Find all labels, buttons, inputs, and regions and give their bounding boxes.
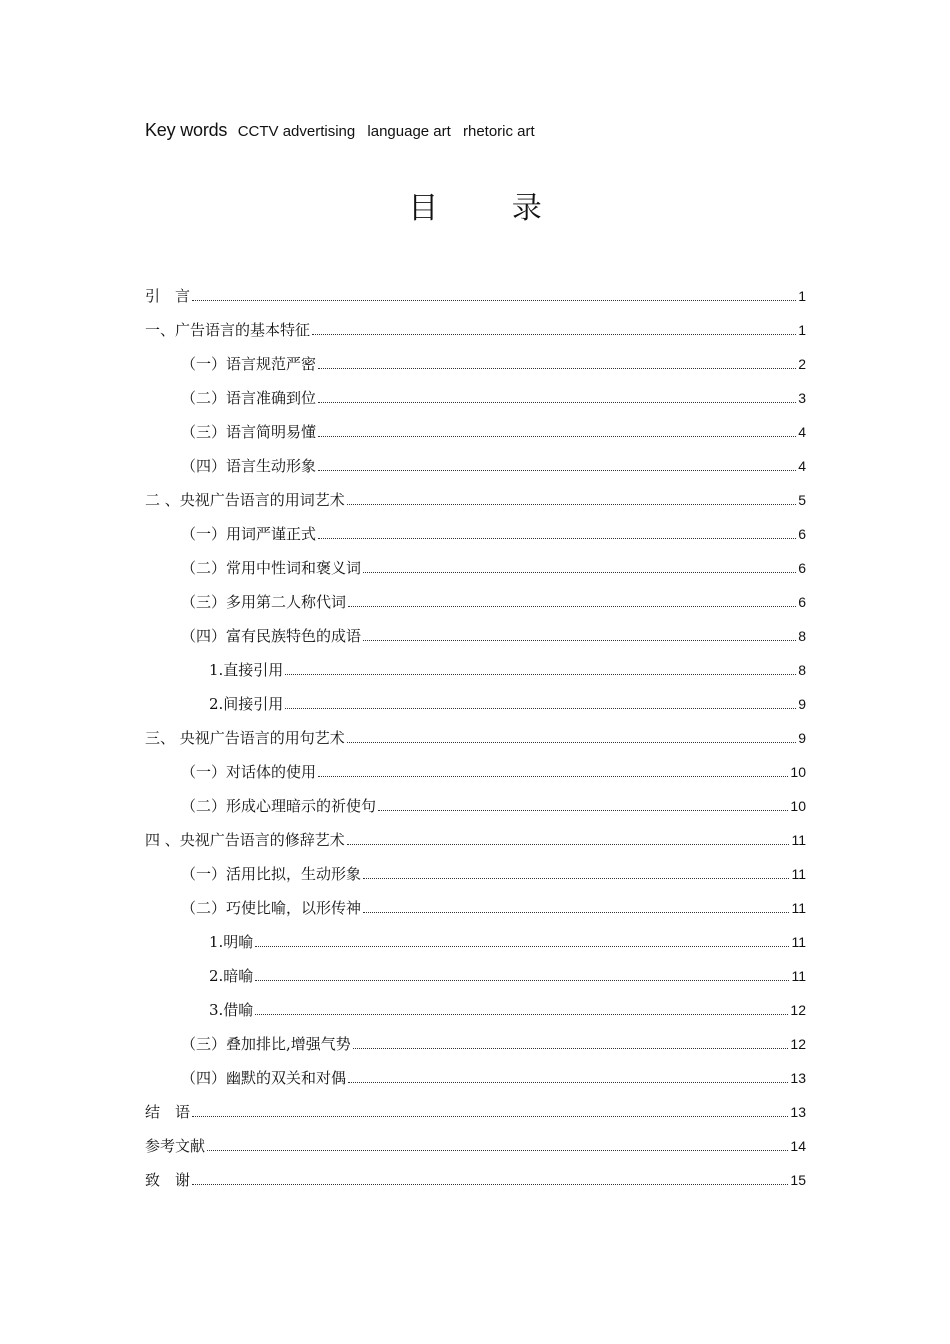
toc-entry[interactable]	[145, 578, 806, 612]
toc-entry-page: 2	[798, 356, 806, 372]
toc-leader-dots	[255, 1013, 788, 1015]
toc-entry-label: （三）多用第二人称代词	[181, 593, 347, 611]
toc-entry[interactable]	[145, 612, 806, 646]
toc-entry-label: 三、 央视广告语言的用句艺术	[145, 729, 345, 747]
toc-entry[interactable]	[145, 850, 806, 884]
toc-entry-label: （一）语言规范严密	[181, 355, 317, 373]
toc-leader-dots	[192, 1115, 788, 1117]
toc-entry-page: 8	[798, 628, 806, 644]
toc-leader-dots	[318, 401, 796, 403]
toc-entry-label: 3.借喻	[209, 1001, 254, 1019]
toc-title: 目 录	[408, 191, 574, 226]
toc-entry[interactable]	[145, 646, 806, 680]
toc-leader-dots	[363, 571, 796, 573]
toc-entry[interactable]	[145, 1054, 806, 1088]
toc-entry[interactable]	[145, 952, 806, 986]
toc-entry[interactable]	[145, 374, 806, 408]
toc-entry-label: （三）叠加排比,增强气势	[181, 1035, 351, 1053]
keyword-term: CCTV advertising	[237, 123, 356, 140]
toc-entry-label: （四）富有民族特色的成语	[181, 627, 362, 645]
toc-entry[interactable]	[145, 1156, 806, 1190]
toc-entry[interactable]	[145, 1122, 806, 1156]
toc-entry-label: 结 语	[145, 1103, 191, 1121]
toc-entry-page: 9	[798, 730, 806, 746]
toc-leader-dots	[207, 1149, 788, 1151]
keywords-label: Key words	[145, 120, 228, 140]
toc-leader-dots	[363, 877, 789, 879]
toc-leader-dots	[285, 673, 796, 675]
toc-entry-page: 11	[791, 866, 806, 882]
toc-entry-page: 6	[798, 594, 806, 610]
toc-leader-dots	[363, 639, 796, 641]
toc-leader-dots	[318, 469, 796, 471]
toc-entry-page: 11	[791, 900, 806, 916]
toc-entry-label: （二）形成心理暗示的祈使句	[181, 797, 377, 815]
toc-leader-dots	[192, 1183, 788, 1185]
toc-entry-page: 8	[798, 662, 806, 678]
toc-entry-label: 二 、央视广告语言的用词艺术	[145, 491, 345, 509]
toc-entry-page: 11	[791, 934, 806, 950]
toc-entry[interactable]	[145, 442, 806, 476]
toc-leader-dots	[285, 707, 796, 709]
toc-entry-label: （一）用词严谨正式	[181, 525, 317, 543]
toc-entry[interactable]	[145, 986, 806, 1020]
toc-entry[interactable]	[145, 884, 806, 918]
toc-entry[interactable]	[145, 306, 806, 340]
toc-leader-dots	[312, 333, 796, 335]
toc-entry-label: 1.明喻	[209, 933, 254, 951]
toc-entry[interactable]	[145, 1020, 806, 1054]
toc-entry-label: 2.间接引用	[209, 695, 284, 713]
toc-leader-dots	[347, 741, 796, 743]
table-of-contents	[145, 272, 806, 1190]
toc-entry[interactable]	[145, 680, 806, 714]
toc-entry-page: 1	[798, 288, 806, 304]
toc-entry[interactable]	[145, 816, 806, 850]
toc-entry[interactable]	[145, 340, 806, 374]
toc-entry-page: 4	[798, 458, 806, 474]
toc-entry[interactable]	[145, 408, 806, 442]
toc-entry-page: 6	[798, 560, 806, 576]
toc-entry-page: 4	[798, 424, 806, 440]
toc-entry-label: （二）语言准确到位	[181, 389, 317, 407]
toc-entry[interactable]	[145, 714, 806, 748]
toc-leader-dots	[348, 605, 796, 607]
toc-leader-dots	[318, 367, 796, 369]
toc-leader-dots	[255, 979, 789, 981]
toc-entry-label: （一）对话体的使用	[181, 763, 317, 781]
toc-leader-dots	[318, 435, 796, 437]
toc-entry-label: （二）常用中性词和褒义词	[181, 559, 362, 577]
toc-leader-dots	[318, 775, 788, 777]
toc-entry-label: 2.暗喻	[209, 967, 254, 985]
keywords-terms	[238, 123, 535, 140]
toc-entry-page: 10	[790, 798, 806, 814]
toc-entry[interactable]	[145, 510, 806, 544]
toc-entry-page: 9	[798, 696, 806, 712]
toc-entry-page: 12	[790, 1036, 806, 1052]
toc-entry-page: 14	[790, 1138, 806, 1154]
toc-leader-dots	[353, 1047, 789, 1049]
toc-entry-page: 13	[790, 1070, 806, 1086]
toc-entry-label: 致 谢	[145, 1171, 191, 1189]
toc-leader-dots	[347, 503, 796, 505]
toc-entry-label: 引 言	[145, 287, 191, 305]
toc-entry[interactable]	[145, 476, 806, 510]
toc-entry-label: 1.直接引用	[209, 661, 284, 679]
toc-entry-label: （四）语言生动形象	[181, 457, 317, 475]
toc-leader-dots	[347, 843, 790, 845]
toc-leader-dots	[348, 1081, 788, 1083]
keyword-term: language art	[367, 123, 451, 140]
toc-entry-page: 10	[790, 764, 806, 780]
toc-leader-dots	[255, 945, 789, 947]
toc-entry-page: 3	[798, 390, 806, 406]
toc-entry-label: 四 、央视广告语言的修辞艺术	[145, 831, 345, 849]
keywords-line	[145, 120, 535, 141]
toc-entry[interactable]	[145, 272, 806, 306]
toc-entry[interactable]	[145, 1088, 806, 1122]
toc-entry-page: 11	[791, 832, 806, 848]
toc-entry-label: （二）巧使比喻，以形传神	[181, 899, 362, 917]
toc-leader-dots	[378, 809, 788, 811]
toc-entry-page: 15	[790, 1172, 806, 1188]
toc-entry-label: 一、广告语言的基本特征	[145, 321, 311, 339]
toc-entry-page: 11	[791, 968, 806, 984]
toc-entry[interactable]	[145, 782, 806, 816]
toc-entry-page: 6	[798, 526, 806, 542]
toc-entry-page: 12	[790, 1002, 806, 1018]
toc-entry-page: 5	[798, 492, 806, 508]
toc-entry[interactable]	[145, 544, 806, 578]
toc-leader-dots	[363, 911, 789, 913]
toc-entry[interactable]	[145, 748, 806, 782]
toc-entry-label: （三）语言简明易懂	[181, 423, 317, 441]
toc-leader-dots	[192, 299, 796, 301]
toc-leader-dots	[318, 537, 796, 539]
toc-entry-page: 1	[798, 322, 806, 338]
toc-entry-label: （一）活用比拟，生动形象	[181, 865, 362, 883]
toc-entry-label: （四）幽默的双关和对偶	[181, 1069, 347, 1087]
toc-entry-page: 13	[790, 1104, 806, 1120]
keyword-term: rhetoric art	[462, 123, 535, 140]
toc-entry[interactable]	[145, 918, 806, 952]
toc-entry-label: 参考文献	[145, 1137, 206, 1155]
